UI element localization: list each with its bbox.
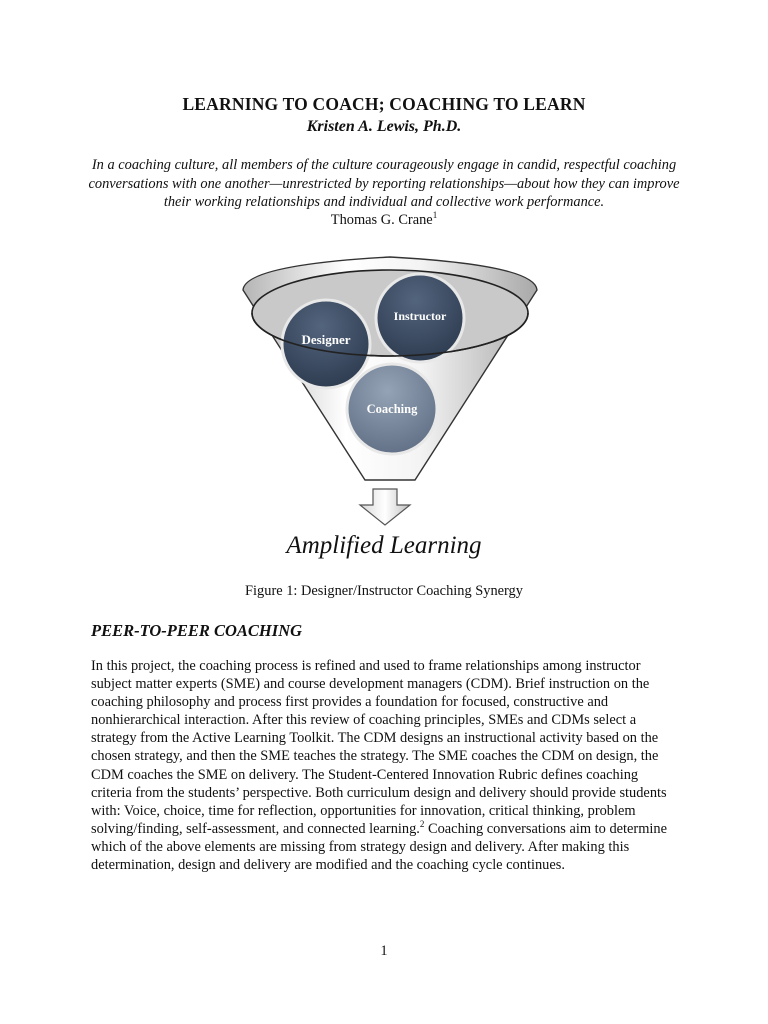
body-paragraph (91, 657, 679, 874)
footnote-ref-2: 2 (419, 819, 425, 830)
footnote-ref-1: 1 (432, 210, 438, 220)
section-heading: PEER-TO-PEER COACHING (91, 621, 303, 640)
paragraph-text-part1: In this project, the coaching process is refined and used to frame relationships among instructor subject matter experts (SME) and course development managers (CDM). Brief instruction on the coaching philosophy and process first provides a foundation for focused, constructive and nonhierarchical interaction. After this review of coaching principles, SMEs and CDMs select a strategy from the Active Learning Toolkit. The CDM designs an instructional activity based on the chosen strategy, and then the SME teaches the strategy. The SME coaches the CDM on design, the CDM coaches the SME on delivery. The Student-Centered Innovation Rubric defines coaching criteria from the students’ perspective. Both curriculum design and delivery should provide students with: Voice, choice, time for reflection, opportunities for innovation, critical thinking, problem solving/finding, self-assessment, and connected learning. (91, 658, 667, 837)
instructor-label: Instructor (393, 309, 447, 323)
coaching-label: Coaching (366, 402, 418, 416)
funnel-diagram (225, 245, 555, 535)
page-number: 1 (380, 943, 388, 959)
epigraph-quote: In a coaching culture, all members of the culture courageously engage in candid, respectful coaching conversations with one another—unrestricted by reporting relationships—about how they can improve their working relationships and individual and collective work performance. (88, 157, 680, 211)
epigraph-attribution (0, 210, 768, 229)
paragraph-text-part2: Coaching conversations aim to determine which of the above elements are missing from strategy design and delivery. After making this determination, design and delivery are modified and the coaching cycle continues. (91, 820, 667, 874)
down-arrow-icon (360, 489, 410, 525)
author-name: Kristen A. Lewis, Ph.D. (306, 118, 462, 135)
figure-output-label: Amplified Learning (286, 532, 482, 559)
quote-author-name: Thomas G. Crane (330, 211, 433, 228)
figure-caption: Figure 1: Designer/Instructor Coaching Synergy (245, 583, 523, 599)
document-title: LEARNING TO COACH; COACHING TO LEARN (182, 94, 586, 114)
designer-label: Designer (301, 332, 351, 347)
